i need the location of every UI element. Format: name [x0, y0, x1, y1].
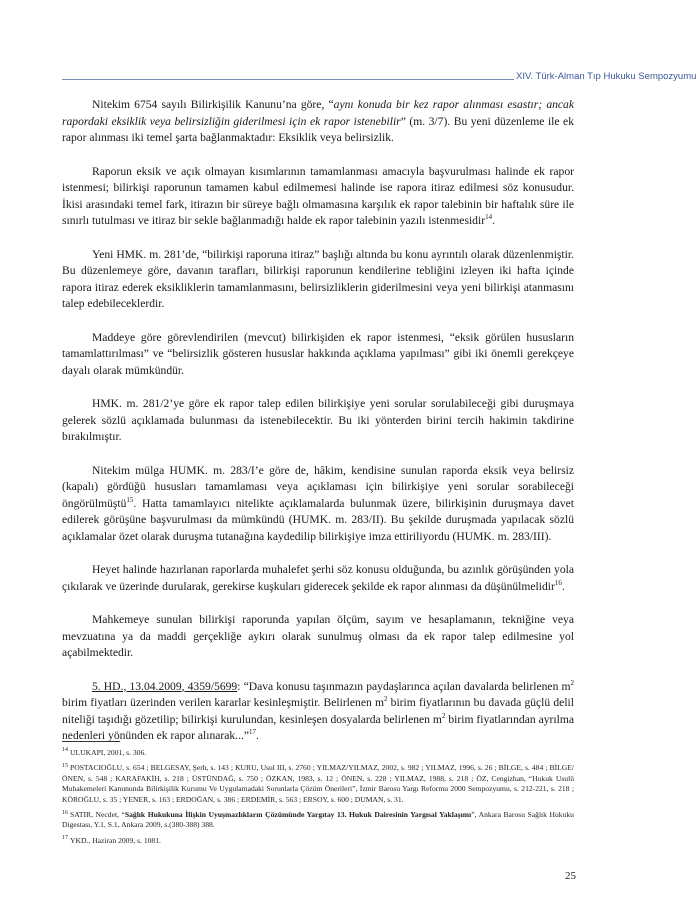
- footnote-number: 14: [62, 747, 68, 754]
- body-text: [62, 97, 574, 762]
- footnote-text: ULUKAPI, 2001, s. 306.: [70, 748, 147, 757]
- page-number: 25: [565, 870, 576, 882]
- footnote-marker-15[interactable]: 15: [126, 495, 134, 504]
- footnote-16: [62, 810, 574, 831]
- footnote-text: SATIR, Necdet, “: [70, 810, 125, 820]
- text-run: Nitekim mülga HUMK. m. 283/I’e göre de, hâkim, kendisine sunulan raporda eksik veya belirsiz (kapalı) gördüğü hususları tamamlaması veya açıklaması için bilirkişiye yeni sorular sorabileceği öngörülmüştü: [62, 463, 574, 510]
- paragraph-9: [62, 679, 574, 745]
- footnote-17: [62, 836, 574, 846]
- footnote-number: 15: [62, 762, 68, 769]
- paragraph-4: Maddeye göre görevlendirilen (mevcut) bilirkişiden ek rapor istenmesi, “eksik görülen hususların tamamlattırılması” ve “belirsizlik gösteren hususlar hakkında açıklama yapılması” gibi iki önemli gerekçeye dayalı olarak mümkündür.: [62, 330, 574, 377]
- text-run: : “Dava konusu taşınmazın paydaşlarınca açılan davalarda belirlenen m: [237, 679, 571, 693]
- paragraph-8: Mahkemeye sunulan bilirkişi raporunda yapılan ölçüm, sayım ve hesaplamanın, tekniğine veya mevzuatına ya da maddi gerçekliğe aykırı olarak sunulmuş olması da ek rapor talep edilmesine yol açabilmektedir.: [62, 613, 574, 659]
- footnote-text: POSTACIOĞLU, s. 654 ; BELGESAY, Şerh, s. 143 ; KURU, Usul III, s. 2760 ; YILMAZ/YILMAZ, 2002, s. 982 ; YILMAZ, 1996, s. 26 ; BİLGE, s. 484 ; BİLGE/ÖNEN, s. 548 ; KARAFAKİH, s. 218 ; ÜSTÜNDAĞ, s. 750 ; ÖZKAN, 1983, s. 12 ; ÖNEN, s. 228 ; YILMAZ, 1988, s. 218 ; ÖZ, Cengizhan, “Hukuk Usulü Muhakemeleri Kanununda Bilirkişilik Kurumu Ve Uygulamadaki Sorunlarla Çözüm Önerileri”, İzmir Barosu Yargı Reformu 2000 Sempozyumu, s. 212-221, s. 218 ; KÖROĞLU, s. 35 ; YENER, s. 163 ; ERDOĞAN, s. 386 ; ERDEMİR, s. 563 ; ERSOY, s. 600 ; DUMAN, s. 31.: [62, 763, 574, 804]
- footnote-marker-17[interactable]: 17: [249, 728, 257, 737]
- text-run: birim fiyatlarının bu davada güçlü delil niteliği taşıdığı gözetilip; bilirkişi kurulundan, kesinleşen dosyalarda belirlenen m: [62, 696, 574, 726]
- case-reference: 5. HD., 13.04.2009, 4359/5699: [92, 679, 238, 693]
- text-run: .: [256, 729, 259, 742]
- text-run: Raporun eksik ve açık olmayan kısımlarının tamamlanması amacıyla başvurulması halinde ek rapor istenmesi; bilirkişi raporunun tamamen kabul edilmemesi halinde ise rapora itiraz edilmesi söz konusudur. İkisi arasındaki temel fark, itirazın bir süreye bağlı olmamasına karşılık ek rapor talebinin bir haftalık süre ile sınırlı tutulması ve itiraz bir sekle bağlanmadığı halde ek rapor talebinin yazılı istenmesidir: [62, 164, 574, 227]
- footnote-marker-14[interactable]: 14: [485, 213, 493, 222]
- footnote-separator: [62, 741, 120, 742]
- text-run: . Hatta tamamlayıcı nitelikte açıklamalarda bulunmak üzere, bilirkişinin duruşmaya davet edilerek görüşüne başvurulması da mümkündü (HUMK. m. 283/II). Bu şekilde duruşmada yapılacak sözlü açıklamalar özet olarak duruşma tutanağına kaydedilip bilirkişiye imza ettiriliyordu (HUMK. m. 283/III).: [62, 496, 574, 543]
- footnote-marker-16[interactable]: 16: [554, 578, 562, 587]
- superscript: 2: [570, 678, 574, 687]
- text-run: .: [492, 214, 495, 227]
- paragraph-2: [62, 164, 574, 230]
- paragraph-7: [62, 562, 574, 595]
- footnote-number: 17: [62, 835, 68, 842]
- paragraph-3: Yeni HMK. m. 281’de, “bilirkişi raporuna itiraz” başlığı altında bu konu ayrıntılı olarak düzenlenmiştir. Bu düzenlemeye göre, davanın tarafları, bilirkişi raporunun kendilerine tebliğini izleyen iki hafta içinde rapora itiraz ederek eksikliklerin tamamlanmasını, belirsizliklerin giderilmesini veya yeni bilirkişi atanmasını talep edebileceklerdir.: [62, 247, 574, 310]
- paragraph-5: HMK. m. 281/2’ye göre ek rapor talep edilen bilirkişiye yeni sorular sorulabileceği gibi duruşmaya gelerek sözlü açıklamada bulunması da istenebilecektir. Bu iki yönterden birini tercih hakimin takdirine bırakılmıştır.: [62, 397, 574, 443]
- superscript: 2: [383, 695, 388, 704]
- footnote-15: [62, 763, 574, 805]
- footnote-article-title: Sağlık Hukukuna İlişkin Uyuşmazlıkların Çözümünde Yargıtay 13. Hukuk Dairesinin Yargısal Yaklaşımı: [124, 810, 472, 820]
- text-run: Nitekim 6754 sayılı Bilirkişilik Kanunu’na göre, “: [92, 98, 334, 111]
- paragraph-6: [62, 463, 574, 546]
- footnote-14: [62, 748, 574, 758]
- quoted-italic-text: aynı konuda bir kez rapor alınması esastır; ancak rapordaki eksiklik veya belirsizliğin giderilmesi için ek rapor istenebilir: [62, 98, 574, 128]
- header-rule: [62, 79, 514, 80]
- footnote-text: ”, Ankara Barosu Sağlık Hukuku Digestası, Y.1, S.1, Ankara 2009, s.(380-388) 388.: [62, 810, 574, 830]
- running-header: XIV. Türk-Alman Tıp Hukuku Sempozyumu: [516, 71, 697, 82]
- text-run: Heyet halinde hazırlanan raporlarda muhalefet şerhi söz konusu olduğunda, bu azınlık görüşünden yola çıkılarak ve üzerinde durularak, gerekirse kuşkuları giderecek şekilde ek rapor alınması da düşünülmelidir: [62, 563, 574, 593]
- superscript: 2: [441, 711, 446, 720]
- text-run: ” (m. 3/7). Bu yeni düzenleme ile ek rapor alınması iki temel şarta bağlanmaktadır: Eksiklik veya belirsizlik.: [62, 114, 574, 144]
- text-run: birim fiyatlarından ayrılma nedenleri yönünden ek rapor alınarak...”: [62, 712, 574, 742]
- text-run: .: [561, 579, 565, 593]
- footnote-number: 16: [62, 809, 68, 816]
- paragraph-1: [62, 97, 574, 147]
- footnote-text: YKD., Haziran 2009, s. 1081.: [70, 835, 161, 845]
- text-run: birim fiyatları üzerinden verilen kararlar kesinleşmiştir. Belirlenen m: [62, 696, 384, 709]
- footnotes: [62, 748, 574, 851]
